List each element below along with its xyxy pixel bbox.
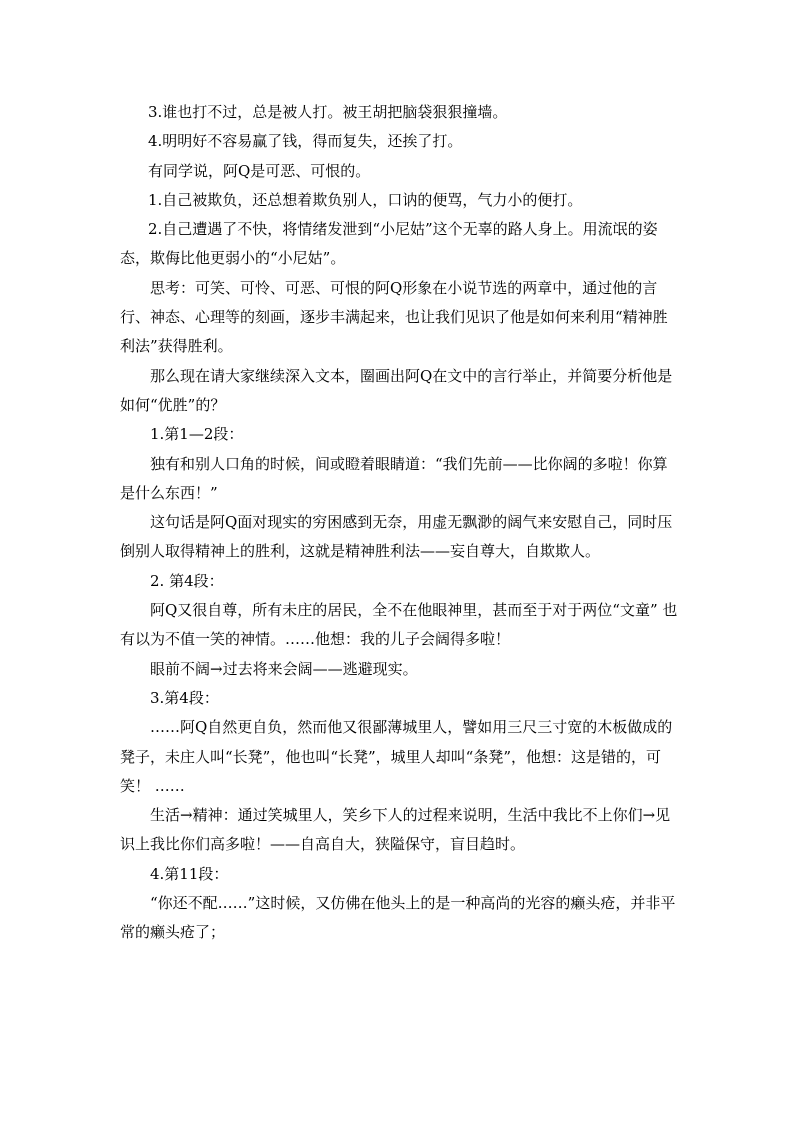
section-heading: 2. 第4段： (150, 571, 224, 590)
quote-paragraph: “你还不配……”这时候，又仿佛在他头上的是一种高尚的光容的癞头疮，并非平常的癞头疮了； (120, 894, 676, 942)
analysis-paragraph: 生活→精神：通过笑城里人，笑乡下人的过程来说明，生活中我比不上你们→见识上我比你们高多啦！——自高自大，狭隘保守，盲目趋时。 (120, 806, 671, 854)
paragraph: 2.自己遭遇了不快，将情绪发泄到“小尼姑”这个无辜的路人身上。用流氓的姿态，欺侮比他更弱小的“小尼姑”。 (120, 220, 658, 268)
quote-paragraph: 阿Q又很自尊，所有未庄的居民，全不在他眼神里，甚而至于对于两位“文童” 也有以为不值一笑的神情。……他想：我的儿子会阔得多啦！ (120, 601, 678, 649)
paragraph: 4.明明好不容易赢了钱，得而复失，还挨了打。 (148, 132, 463, 151)
paragraph: 有同学说，阿Q是可恶、可恨的。 (148, 161, 371, 180)
analysis-paragraph: 这句话是阿Q面对现实的穷困感到无奈，用虚无飘渺的阔气来安慰自己，同时压倒别人取得精神上的胜利，这就是精神胜利法——妄自尊大，自欺欺人。 (120, 513, 673, 561)
section-heading: 3.第4段： (150, 688, 219, 707)
section-heading: 1.第1—2段： (150, 425, 244, 444)
paragraph: 思考：可笑、可怜、可恶、可恨的阿Q形象在小说节选的两章中，通过他的言行、神态、心理等的刻画，逐步丰满起来，也让我们见识了他是如何来利用“精神胜利法”获得胜利。 (120, 278, 668, 356)
paragraph: 1.自己被欺负，还总想着欺负别人，口讷的便骂，气力小的便打。 (148, 190, 583, 209)
analysis-paragraph: 眼前不阔→过去将来会阔——逃避现实。 (150, 659, 418, 678)
section-heading: 4.第11段： (150, 864, 229, 883)
document-body (120, 98, 680, 948)
quote-paragraph: 独有和别人口角的时候，间或瞪着眼睛道：“我们先前——比你阔的多啦！你算是什么东西！” (120, 454, 668, 502)
paragraph: 3.谁也打不过，总是被人打。被王胡把脑袋狠狠撞墙。 (148, 103, 508, 121)
paragraph: 那么现在请大家继续深入文本，圈画出阿Q在文中的言行举止，并简要分析他是如何“优胜”的？ (120, 366, 673, 414)
quote-paragraph: ……阿Q自然更自负，然而他又很鄙薄城里人，譬如用三尺三寸宽的木板做成的凳子，未庄人叫“长凳”，他也叫“长凳”，城里人却叫“条凳”，他想：这是错的，可笑！ …… (120, 718, 673, 795)
